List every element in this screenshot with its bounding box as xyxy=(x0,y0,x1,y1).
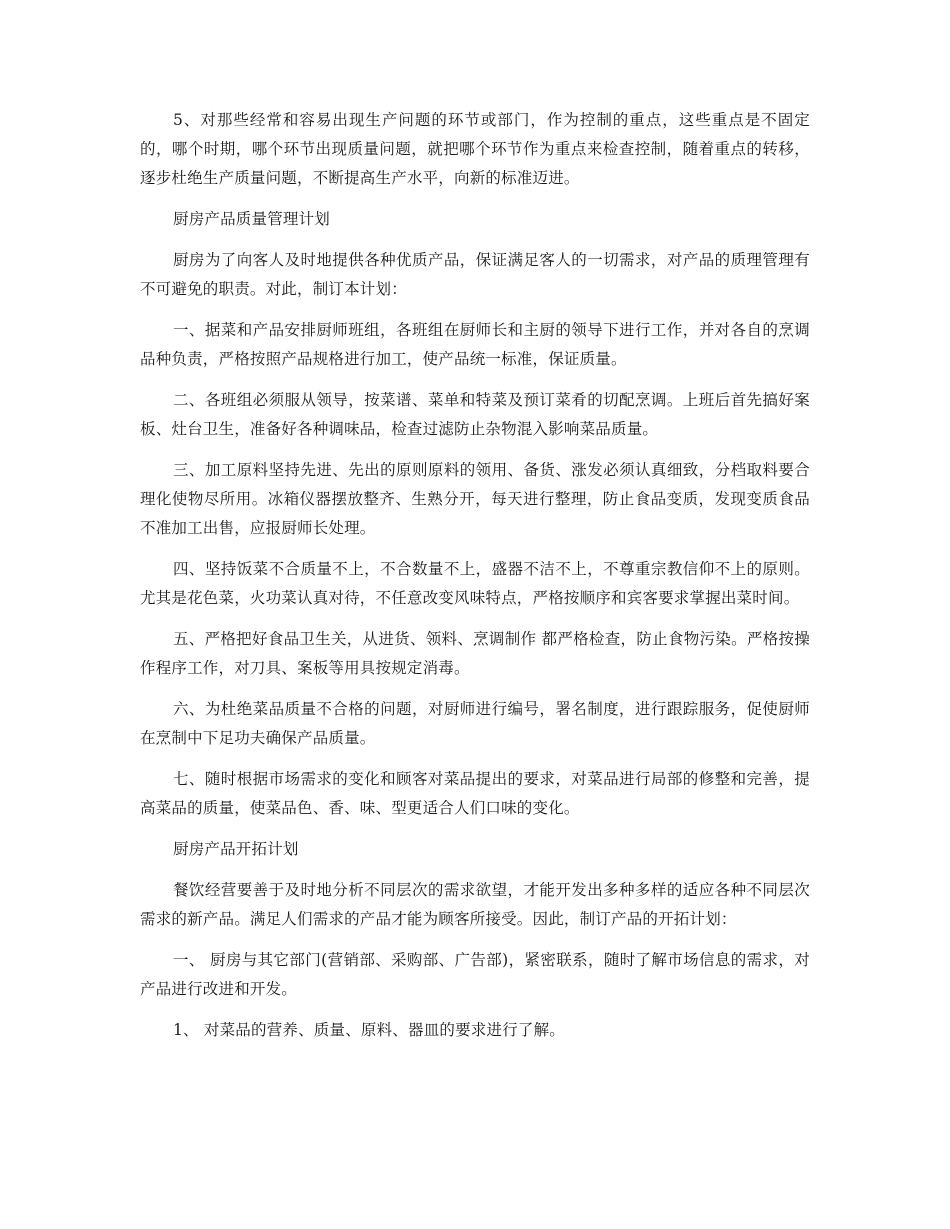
paragraph-quality-intro: 厨房为了向客人及时地提供各种优质产品，保证满足客人的一切需求，对产品的质理管理有不可避免的职责。对此，制订本计划： xyxy=(140,251,810,298)
paragraph-quality-item-3: 三、加工原料坚持先进、先出的原则原料的领用、备货、涨发必须认真细致，分档取料要合理化使物尽所用。冰箱仪器摆放整齐、生熟分开，每天进行整理，防止食品变质，发现变质食品不准加工出售，应报厨师长处理。 xyxy=(140,461,810,537)
paragraph-quality-item-1: 一、据菜和产品安排厨师班组，各班组在厨师长和主厨的领导下进行工作，并对各自的烹调品种负责，严格按照产品规格进行加工，使产品统一标准，保证质量。 xyxy=(140,321,810,368)
paragraph-quality-item-4: 四、坚持饭菜不合质量不上，不合数量不上，盛器不洁不上，不尊重宗教信仰不上的原则。尤其是花色菜，火功菜认真对待，不任意改变风味特点，严格按顺序和宾客要求掌握出菜时间。 xyxy=(140,560,810,607)
paragraph-quality-item-7: 七、随时根据市场需求的变化和顾客对菜品提出的要求，对菜品进行局部的修整和完善，提高菜品的质量，使菜品色、香、味、型更适合人们口味的变化。 xyxy=(140,770,810,817)
paragraph-development-intro: 餐饮经营要善于及时地分析不同层次的需求欲望，才能开发出多种多样的适应各种不同层次需求的新产品。满足人们需求的产品才能为顾客所接受。因此，制订产品的开拓计划： xyxy=(140,881,810,928)
paragraph-quality-item-2: 二、各班组必须服从领导，按菜谱、菜单和特菜及预订菜肴的切配烹调。上班后首先搞好案板、灶台卫生，准备好各种调味品，检查过滤防止杂物混入影响菜品质量。 xyxy=(140,391,810,438)
section-heading-quality-plan: 厨房产品质量管理计划 xyxy=(173,210,331,228)
section-heading-development-plan: 厨房产品开拓计划 xyxy=(173,840,299,858)
document-page xyxy=(140,106,810,1057)
paragraph-quality-item-6: 六、为杜绝菜品质量不合格的问题，对厨师进行编号，署名制度，进行跟踪服务，促使厨师在烹制中下足功夫确保产品质量。 xyxy=(140,700,810,747)
paragraph-quality-item-5: 五、严格把好食品卫生关，从进货、领料、烹调制作 都严格检查，防止食物污染。严格按操作程序工作，对刀具、案板等用具按规定消毒。 xyxy=(140,630,810,677)
paragraph-development-item-1: 一、 厨房与其它部门(营销部、采购部、广告部)，紧密联系，随时了解市场信息的需求，对产品进行改进和开发。 xyxy=(140,951,810,998)
paragraph-development-subitem-1: 1、 对菜品的营养、质量、原料、器皿的要求进行了解。 xyxy=(173,1021,565,1039)
paragraph-control-focus: 5、对那些经常和容易出现生产问题的环节或部门，作为控制的重点，这些重点是不固定的，哪个时期，哪个环节出现质量问题，就把哪个环节作为重点来检查控制，随着重点的转移，逐步杜绝生产质量问题，不断提高生产水平，向新的标准迈进。 xyxy=(140,111,810,187)
